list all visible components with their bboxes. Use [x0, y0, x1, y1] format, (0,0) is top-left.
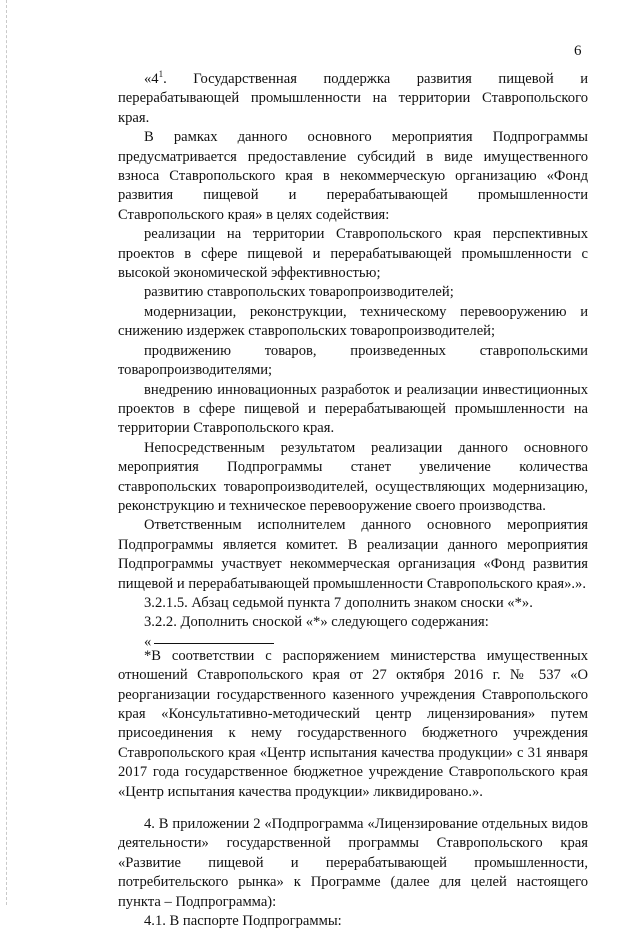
paragraph-responsible-executor: Ответственным исполнителем данного основного мероприятия Подпрограммы является комитет. В реализации данного мероприятия Подпрограммы участвует некоммерческая организация «Фонд развития пищевой и перерабатывающей промышленности Ставропольского края».».	[118, 517, 588, 592]
paragraph-subsidy-intro: В рамках данного основного мероприятия Подпрограммы предусматривается предоставление субсидий в виде имущественного взноса Ставропольского края в некоммерческую организацию «Фонд развития пищевой и перерабатывающей промышленности Ставропольского края» в целях содействия:	[118, 129, 588, 223]
section-gap	[118, 802, 588, 815]
paragraph-section-4: 4. В приложении 2 «Подпрограмма «Лицензирование отдельных видов деятельности» государственной программы Ставропольского края «Развитие пищевой и перерабатывающей промышленности, потребительского рынка» к Программе (далее для целей настоящего пункта – Подпрограмма):	[118, 816, 588, 910]
section-title-text: . Государственная поддержка развития пищевой и перерабатывающей промышленности на территории Ставропольского края.	[118, 71, 588, 126]
paragraph-list-item-modernization: модернизации, реконструкции, техническому перевооружению и снижению издержек ставропольских товаропроизводителей;	[118, 303, 588, 340]
paragraph-list-item-innovation: внедрению инновационных разработок и реализации инвестиционных проектов в сфере пищевой и перерабатывающей промышленности на территории Ставропольского края.	[118, 381, 588, 437]
section-title-superscript: 1	[158, 69, 164, 80]
footnote-text: *В соответствии с распоряжением министерства имущественных отношений Ставропольского края от 27 октября 2016 г. № 537 «О реорганизации государственного казенного учреждения Ставропольского края «Консультативно-методический центр лицензирования» путем присоединения к нему государственного бюджетного учреждения Ставропольского края «Центр испытания качества продукции» с 31 января 2017 года государственное бюджетное учреждение Ставропольского края «Центр испытания качества продукции» ликвидировано.».	[118, 647, 588, 800]
document-body	[118, 70, 588, 931]
footnote-open-quote: «	[144, 633, 152, 650]
paragraph-amendment-3-2-2: 3.2.2. Дополнить сноской «*» следующего содержания:	[144, 614, 489, 631]
binding-edge-line	[6, 0, 7, 905]
section-title-prefix: «4	[144, 71, 159, 87]
paragraph-amendment-3-2-1-5: 3.2.1.5. Абзац седьмой пункта 7 дополнить знаком сноски «*».	[144, 594, 533, 611]
paragraph-expected-result: Непосредственным результатом реализации данного основного мероприятия Подпрограммы станет увеличение количества ставропольских товаропроизводителей, осуществляющих модернизацию, реконструкцию и техническое перевооружение своего производства.	[118, 439, 588, 514]
paragraph-list-item-producers: развитию ставропольских товаропроизводителей;	[144, 284, 454, 301]
paragraph-list-item-promotion: продвижению товаров, произведенных ставропольскими товаропроизводителями;	[118, 342, 588, 379]
paragraph-section-4-1: 4.1. В паспорте Подпрограммы:	[144, 913, 342, 930]
paragraph-list-item-projects: реализации на территории Ставропольского края перспективных проектов в сфере пищевой и перерабатывающей промышленности с высокой экономической эффективностью;	[118, 226, 588, 282]
footnote-marker	[118, 633, 588, 650]
page-number: 6	[574, 43, 582, 59]
section-title	[118, 70, 588, 128]
footnote-separator-line	[154, 643, 274, 644]
